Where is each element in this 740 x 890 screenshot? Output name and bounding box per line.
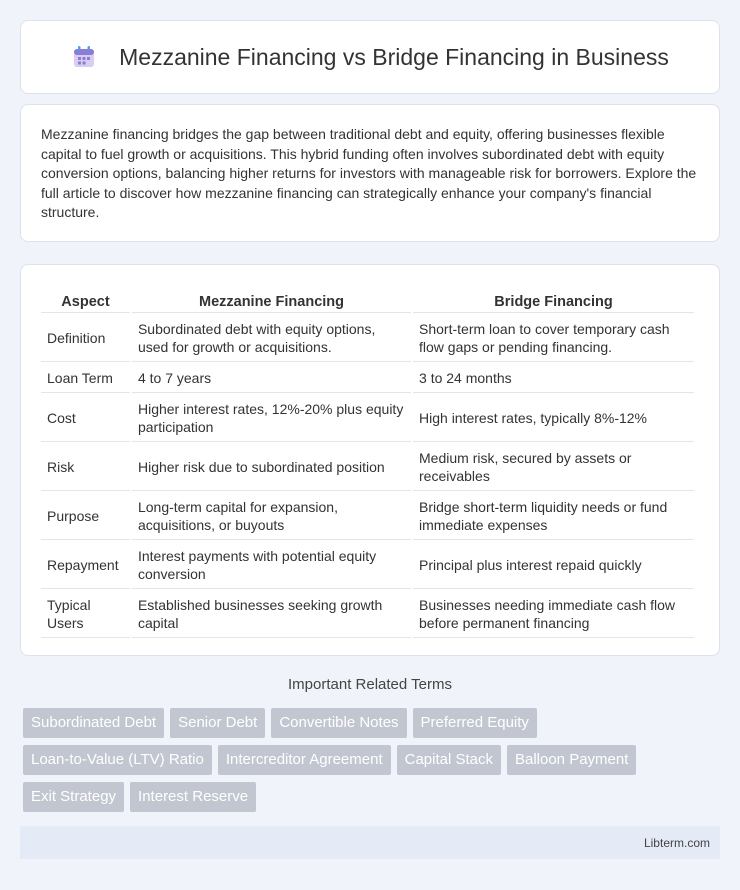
tag-capital-stack[interactable]: Capital Stack bbox=[397, 745, 501, 775]
cell-bridge: Principal plus interest repaid quickly bbox=[413, 542, 694, 589]
table-row bbox=[41, 315, 694, 362]
tag-preferred-equity[interactable]: Preferred Equity bbox=[413, 708, 537, 738]
cell-aspect: Repayment bbox=[41, 542, 130, 589]
cell-mezzanine: Interest payments with potential equity conversion bbox=[132, 542, 411, 589]
cell-bridge: Bridge short-term liquidity needs or fund immediate expenses bbox=[413, 493, 694, 540]
cell-mezzanine: Higher risk due to subordinated position bbox=[132, 444, 411, 491]
table-row bbox=[41, 444, 694, 491]
cell-bridge: Businesses needing immediate cash flow before permanent financing bbox=[413, 591, 694, 638]
tag-intercreditor-agreement[interactable]: Intercreditor Agreement bbox=[218, 745, 391, 775]
tag-interest-reserve[interactable]: Interest Reserve bbox=[130, 782, 256, 812]
table-row bbox=[41, 493, 694, 540]
tag-subordinated-debt[interactable]: Subordinated Debt bbox=[23, 708, 164, 738]
cell-bridge: Short-term loan to cover temporary cash flow gaps or pending financing. bbox=[413, 315, 694, 362]
title-wrap bbox=[71, 44, 669, 71]
intro-text: Mezzanine financing bridges the gap between traditional debt and equity, offering businesses flexible capital to fuel growth or acquisitions. This hybrid funding often involves subordinated debt with equity conversion options, balancing higher returns for investors with manageable risk for borrowers. Explore the full article to discover how mezzanine financing can strategically enhance your company's financial structure. bbox=[41, 126, 697, 220]
comparison-table bbox=[39, 285, 696, 640]
cell-bridge: Medium risk, secured by assets or receivables bbox=[413, 444, 694, 491]
cell-mezzanine: Subordinated debt with equity options, used for growth or acquisitions. bbox=[132, 315, 411, 362]
calendar-icon bbox=[71, 44, 97, 70]
tag-senior-debt[interactable]: Senior Debt bbox=[170, 708, 265, 738]
tag-row bbox=[23, 782, 723, 812]
related-terms bbox=[23, 708, 723, 819]
header-mezzanine: Mezzanine Financing bbox=[132, 287, 411, 313]
header-aspect: Aspect bbox=[41, 287, 130, 313]
intro-card bbox=[20, 104, 720, 242]
cell-mezzanine: Established businesses seeking growth capital bbox=[132, 591, 411, 638]
cell-bridge: 3 to 24 months bbox=[413, 364, 694, 393]
cell-aspect: Typical Users bbox=[41, 591, 130, 638]
cell-aspect: Cost bbox=[41, 395, 130, 442]
table-row bbox=[41, 364, 694, 393]
table-row bbox=[41, 542, 694, 589]
cell-aspect: Purpose bbox=[41, 493, 130, 540]
tag-convertible-notes[interactable]: Convertible Notes bbox=[271, 708, 406, 738]
cell-mezzanine: 4 to 7 years bbox=[132, 364, 411, 393]
cell-aspect: Loan Term bbox=[41, 364, 130, 393]
related-terms-title: Important Related Terms bbox=[288, 676, 452, 693]
table-header-row bbox=[41, 287, 694, 313]
header-bridge: Bridge Financing bbox=[413, 287, 694, 313]
tag-balloon-payment[interactable]: Balloon Payment bbox=[507, 745, 636, 775]
comparison-table-card bbox=[20, 264, 720, 656]
header-card bbox=[20, 20, 720, 94]
page-title: Mezzanine Financing vs Bridge Financing in Business bbox=[119, 43, 669, 70]
cell-bridge: High interest rates, typically 8%-12% bbox=[413, 395, 694, 442]
cell-aspect: Definition bbox=[41, 315, 130, 362]
footer bbox=[20, 826, 720, 859]
tag-row bbox=[23, 745, 723, 775]
table-row bbox=[41, 395, 694, 442]
cell-aspect: Risk bbox=[41, 444, 130, 491]
tag-ltv-ratio[interactable]: Loan-to-Value (LTV) Ratio bbox=[23, 745, 212, 775]
footer-link[interactable]: Libterm.com bbox=[643, 835, 710, 850]
tag-exit-strategy[interactable]: Exit Strategy bbox=[23, 782, 124, 812]
cell-mezzanine: Higher interest rates, 12%-20% plus equity participation bbox=[132, 395, 411, 442]
tag-row bbox=[23, 708, 723, 738]
cell-mezzanine: Long-term capital for expansion, acquisitions, or buyouts bbox=[132, 493, 411, 540]
table-row bbox=[41, 591, 694, 638]
